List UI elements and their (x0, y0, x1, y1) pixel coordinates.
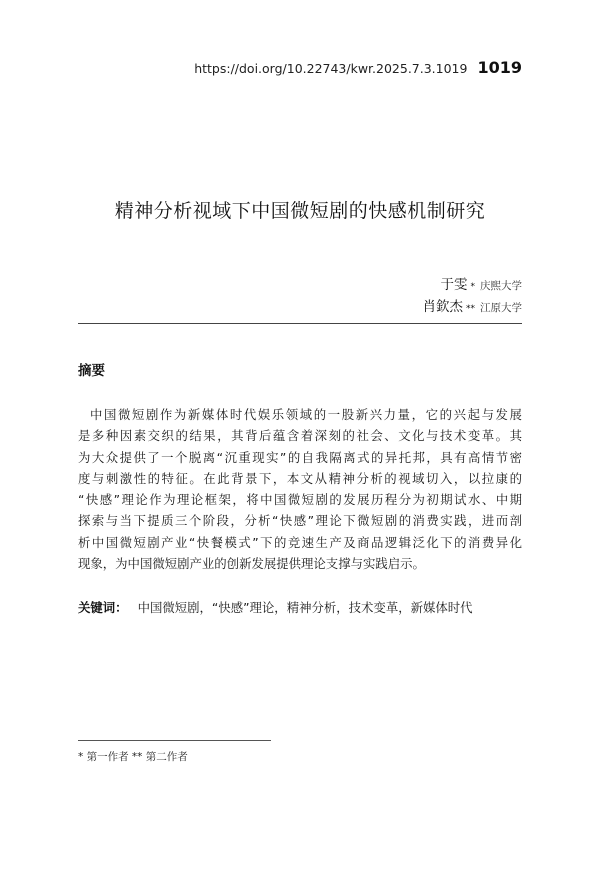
abstract-line: 为 大 众 提 供 了 一 个 脱 离 “ 沉 重 现 实 ” 的 自 我 隔 离 式 的 异 托 邦 ， 具 有 高 情 节 密 (78, 449, 522, 465)
running-header (194, 58, 522, 77)
abstract-line: 度 与 刺 激 性 的 特 征 。 在 此 背 景 下 ， 本 文 从 精 神 分 析 的 视 域 切 入 ， 以 拉 康 的 (78, 470, 522, 486)
footnote-divider (78, 740, 271, 741)
footnote: * 第一作者 ** 第二作者 (78, 751, 188, 763)
abstract-line: 探 索 与 当 下 提 质 三 个 阶 段 ， 分 析 “ 快 感 ” 理 论 下 微 短 剧 的 消 费 实 践 ， 进 而 剖 (78, 513, 522, 529)
author-affiliation: 庆熙大学 (480, 280, 522, 292)
abstract-line: 是 多 种 因 素 交 织 的 结 果 ， 其 背 后 蕴 含 着 深 刻 的 社 会 、 文 化 与 技 术 变 革 。 其 (78, 428, 522, 444)
author-affiliation: 江原大学 (480, 302, 522, 314)
keywords (78, 598, 522, 616)
author-name: 肖欽杰 (422, 299, 463, 315)
abstract-body (78, 404, 522, 574)
abstract-line: 中 国 微 短 剧 作 为 新 媒 体 时 代 娱 乐 领 域 的 一 股 新 兴 力 量 ， 它 的 兴 起 与 发 展 (90, 407, 522, 422)
author-2 (423, 297, 523, 319)
author-mark: * (470, 282, 475, 292)
author-name: 于雯 (440, 277, 468, 293)
abstract-heading: 摘要 (78, 363, 105, 379)
keywords-label: 关键词： (78, 600, 128, 615)
abstract-line: “ 快 感 ” 理 论 作 为 理 论 框 架 ， 将 中 国 微 短 剧 的 发 展 历 程 分 为 初 期 试 水 、 中 期 (78, 492, 522, 508)
author-mark: ** (466, 304, 475, 314)
author-1 (423, 275, 523, 297)
abstract-line: 析 中 国 微 短 剧 产 业 “ 快 餐 模 式 ” 下 的 竞 速 生 产 及 商 品 逻 辑 泛 化 下 的 消 费 异 化 (78, 534, 522, 550)
paper-title: 精神分析视域下中国微短剧的快感机制研究 (114, 200, 486, 222)
doi-link[interactable]: https://doi.org/10.22743/kwr.2025.7.3.1019 (194, 61, 468, 76)
abstract-line: 现象，为中国微短剧产业的创新发展提供理论支撑与实践启示。 (78, 556, 425, 572)
keywords-text: 中国微短剧，“快感”理论，精神分析，技术变革，新媒体时代 (137, 600, 473, 615)
page-number: 1019 (477, 58, 522, 77)
author-block (423, 275, 523, 319)
header-divider (78, 323, 522, 324)
